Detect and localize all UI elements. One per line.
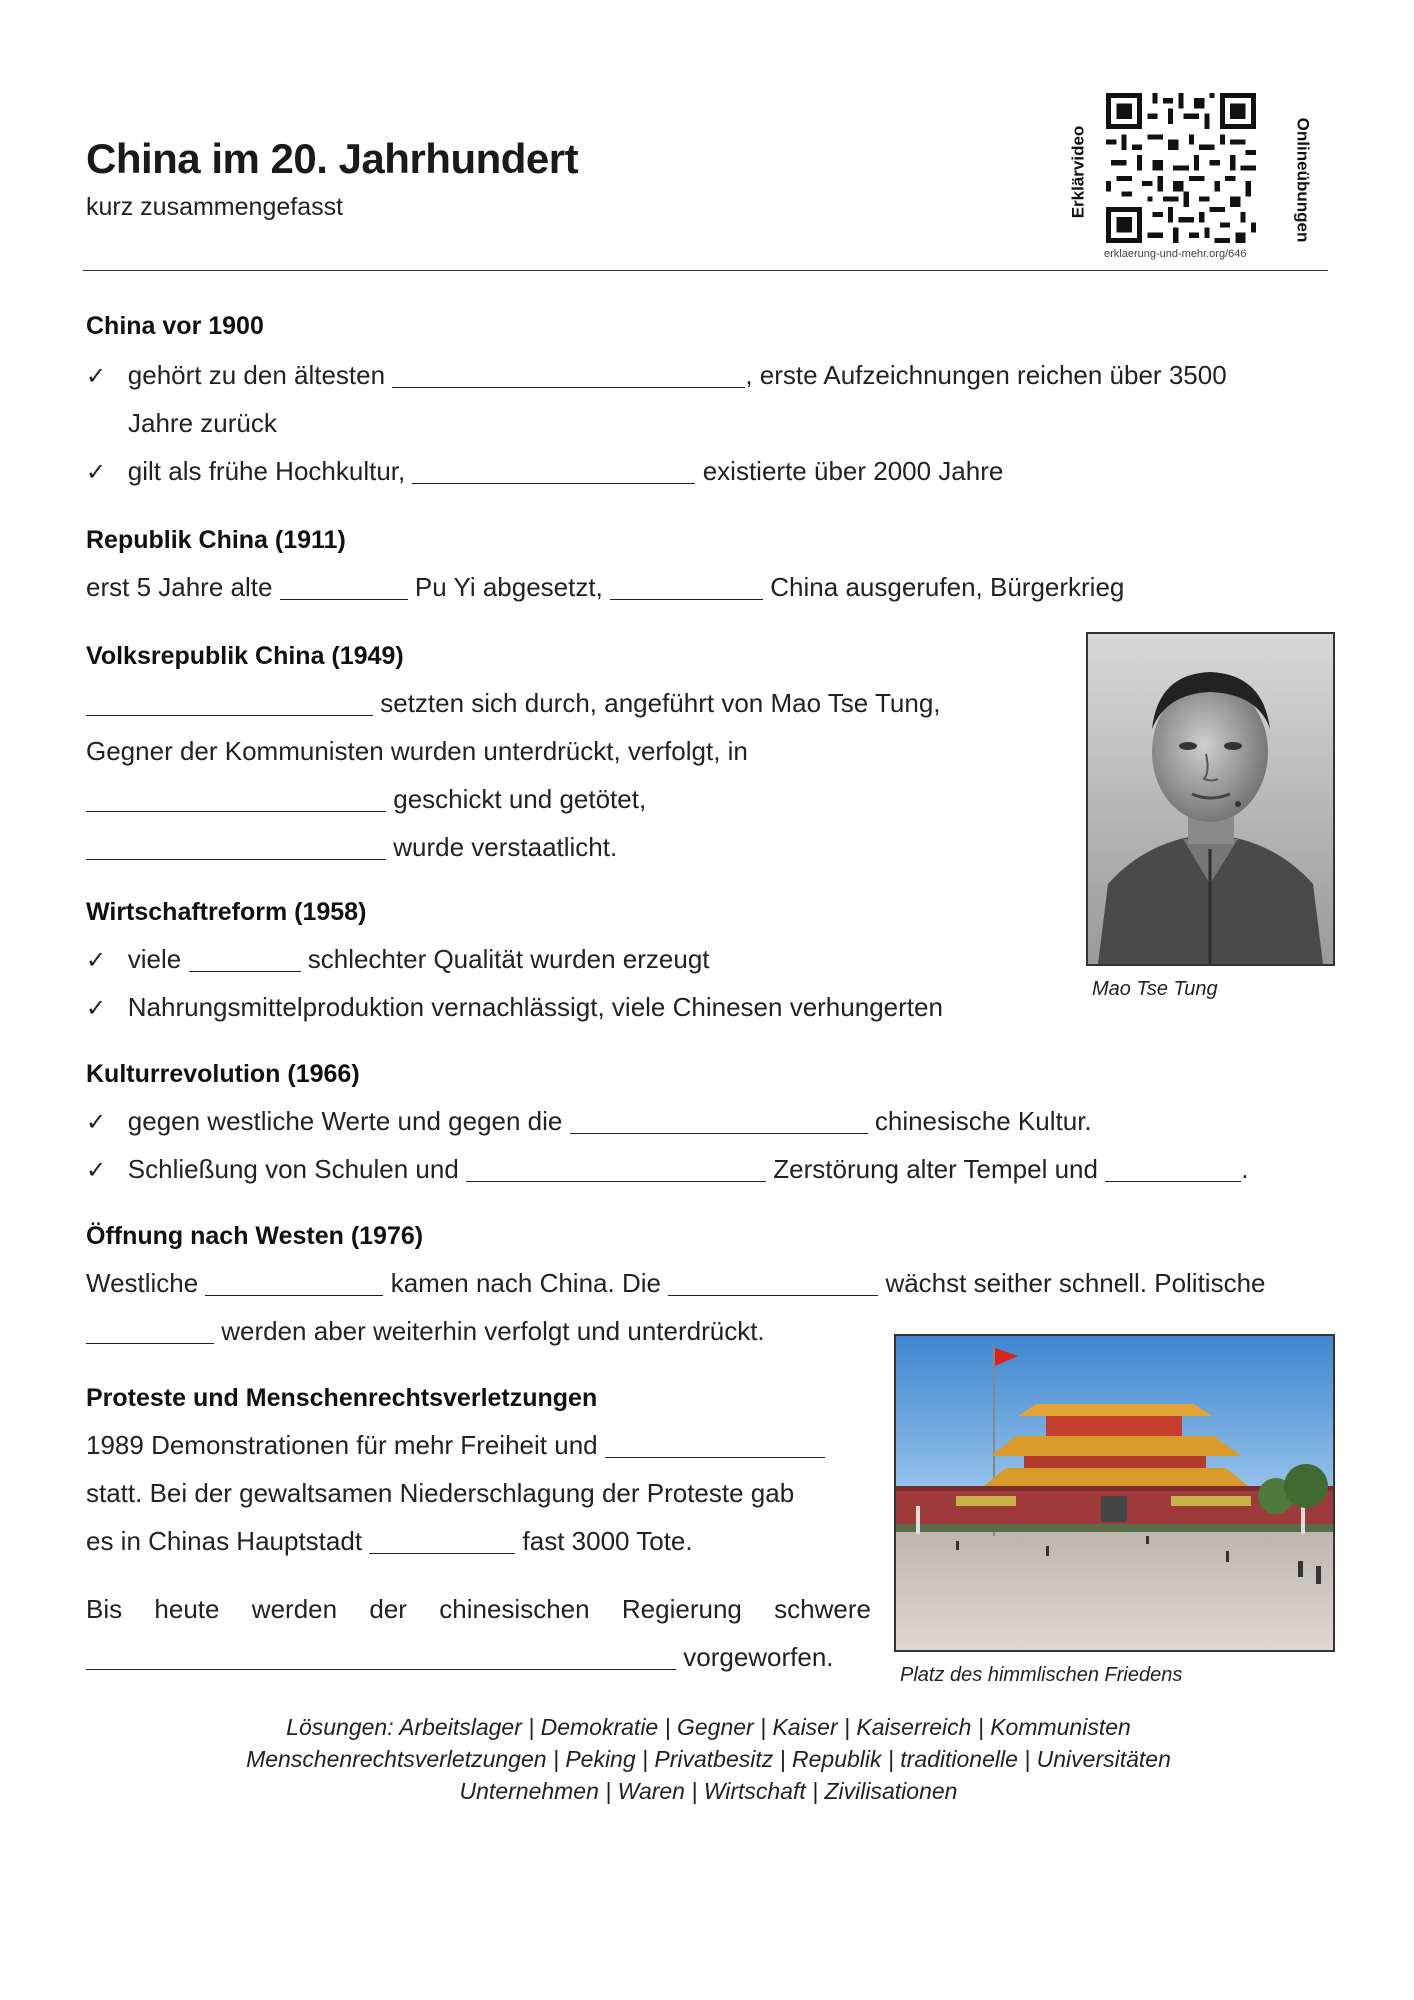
list-item: ✓ gilt als frühe Hochkultur, existierte über 2000 Jahre (86, 456, 1004, 486)
list-item: ✓ Schließung von Schulen und Zerstörung alter Tempel und . (86, 1154, 1249, 1184)
text-line: 1989 Demonstrationen für mehr Freiheit und (86, 1430, 825, 1461)
list-item: ✓ Nahrungsmittelproduktion vernachlässigt, viele Chinesen verhungerten (86, 992, 943, 1022)
blank-field[interactable] (610, 573, 763, 600)
checkmark-icon: ✓ (86, 995, 107, 1022)
solutions-line-3: Unternehmen | Waren | Wirtschaft | Zivilisationen (459, 1778, 958, 1804)
text-line: Gegner der Kommunisten wurden unterdrückt, verfolgt, in (86, 736, 748, 766)
blank-field[interactable] (570, 1107, 868, 1134)
list-item-continuation: Jahre zurück (128, 408, 277, 438)
blank-field[interactable] (189, 945, 301, 972)
blank-field[interactable] (86, 785, 386, 812)
landscape-icon (896, 1336, 1333, 1650)
blank-field[interactable] (1105, 1155, 1241, 1182)
list-item: ✓ gehört zu den ältesten , erste Aufzeichnungen reichen über 3500 (86, 360, 1227, 390)
text-line: Westliche kamen nach China. Die wächst seither schnell. Politische (86, 1268, 1266, 1298)
blank-field[interactable] (605, 1431, 825, 1458)
mao-portrait-image (1086, 632, 1335, 966)
portrait-icon (1088, 634, 1333, 964)
text-line: es in Chinas Hauptstadt fast 3000 Tote. (86, 1526, 693, 1556)
checkmark-icon: ✓ (86, 1157, 107, 1184)
blank-field[interactable] (86, 833, 386, 860)
section-heading-republik-china: Republik China (1911) (86, 526, 346, 554)
text-line: erst 5 Jahre alte Pu Yi abgesetzt, China ausgerufen, Bürgerkrieg (86, 572, 1125, 602)
header-divider (83, 270, 1328, 271)
blank-field[interactable] (205, 1269, 383, 1296)
text-line: wurde verstaatlicht. (86, 832, 617, 863)
blank-field[interactable] (280, 573, 408, 600)
section-heading-kulturrevolution: Kulturrevolution (1966) (86, 1060, 360, 1088)
text-line: werden aber weiterhin verfolgt und unterdrückt. (86, 1316, 765, 1347)
text-line: vorgeworfen. (86, 1642, 834, 1673)
blank-field[interactable] (466, 1155, 766, 1182)
blank-field[interactable] (369, 1527, 515, 1554)
qr-code-icon[interactable] (1106, 93, 1256, 243)
section-heading-china-vor-1900: China vor 1900 (86, 312, 264, 340)
solutions-line-1: Lösungen: Arbeitslager | Demokratie | Gegner | Kaiser | Kaiserreich | Kommunisten (286, 1714, 1131, 1740)
text-line: geschickt und getötet, (86, 784, 646, 815)
list-item: ✓ viele schlechter Qualität wurden erzeugt (86, 944, 710, 974)
mao-caption: Mao Tse Tung (1092, 978, 1218, 1000)
tiananmen-square-image (894, 1334, 1335, 1652)
text-line: statt. Bei der gewaltsamen Niederschlagung der Proteste gab (86, 1478, 795, 1508)
section-heading-volksrepublik-china: Volksrepublik China (1949) (86, 642, 404, 670)
blank-field[interactable] (86, 689, 373, 716)
blank-field[interactable] (392, 361, 745, 388)
solutions-line-2: Menschenrechtsverletzungen | Peking | Privatbesitz | Republik | traditionelle | Universitäten (246, 1746, 1171, 1772)
blank-field[interactable] (86, 1317, 214, 1344)
blank-field[interactable] (412, 457, 695, 484)
section-heading-oeffnung-nach-westen: Öffnung nach Westen (1976) (86, 1222, 424, 1250)
blank-field[interactable] (668, 1269, 878, 1296)
qr-url-link[interactable]: erklaerung-und-mehr.org/646 (1104, 248, 1247, 260)
list-item: ✓ gegen westliche Werte und gegen die chinesische Kultur. (86, 1106, 1092, 1136)
page-subtitle: kurz zusammengefasst (86, 193, 344, 221)
checkmark-icon: ✓ (86, 1109, 107, 1136)
text-line: setzten sich durch, angeführt von Mao Tse Tung, (86, 688, 941, 719)
section-heading-proteste: Proteste und Menschenrechtsverletzungen (86, 1384, 598, 1412)
checkmark-icon: ✓ (86, 947, 107, 974)
section-heading-wirtschaftreform: Wirtschaftreform (1958) (86, 898, 367, 926)
blank-field[interactable] (86, 1643, 676, 1670)
text-line: Bis heute werden der chinesischen Regierung schwere (86, 1594, 871, 1624)
qr-left-label[interactable]: Erklärvideo (1068, 125, 1088, 219)
qr-right-label[interactable]: Onlineübungen (1293, 117, 1313, 243)
checkmark-icon: ✓ (86, 363, 107, 390)
square-caption: Platz des himmlischen Friedens (900, 1664, 1183, 1686)
checkmark-icon: ✓ (86, 459, 107, 486)
page-title: China im 20. Jahrhundert (86, 135, 579, 182)
